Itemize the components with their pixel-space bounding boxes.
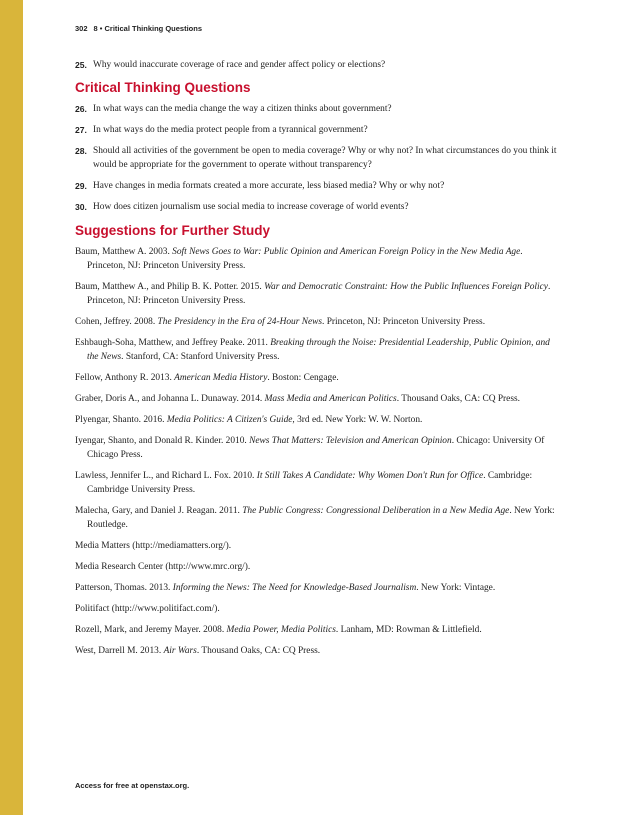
critical-thinking-list bbox=[75, 102, 557, 214]
reference-author-year: Media Matters (http://mediamatters.org/). bbox=[75, 541, 232, 551]
further-study-list bbox=[75, 245, 557, 658]
reference-publisher: . Boston: Cengage. bbox=[267, 373, 339, 383]
reference-author-year: Politifact (http://www.politifact.com/). bbox=[75, 604, 220, 614]
reference-title: War and Democratic Constraint: How the Public Influences Foreign Policy bbox=[264, 282, 548, 292]
further-study-heading: Suggestions for Further Study bbox=[75, 223, 271, 238]
reference-publisher: . Thousand Oaks, CA: CQ Press. bbox=[396, 394, 520, 404]
reference-title: Informing the News: The Need for Knowledge-Based Journalism bbox=[172, 583, 417, 593]
reference-item bbox=[75, 280, 557, 308]
question-text: Have changes in media formats created a more accurate, less biased media? Why or why not? bbox=[93, 181, 445, 191]
reference-author-year: Cohen, Jeffrey. 2008. bbox=[75, 317, 158, 327]
reference-author-year: Patterson, Thomas. 2013. bbox=[75, 583, 173, 593]
reference-publisher: . Chicago: University Of Chicago Press. bbox=[87, 436, 545, 460]
chapter-label: 8 • Critical Thinking Questions bbox=[93, 24, 202, 33]
reference-publisher: . Princeton, NJ: Princeton University Press. bbox=[87, 282, 551, 306]
page-content bbox=[75, 58, 557, 665]
reference-item bbox=[75, 392, 557, 406]
reference-item bbox=[75, 245, 557, 273]
reference-item bbox=[75, 623, 557, 637]
reference-item bbox=[75, 560, 557, 574]
reference-author-year: West, Darrell M. 2013. bbox=[75, 646, 164, 656]
reference-author-year: Fellow, Anthony R. 2013. bbox=[75, 373, 175, 383]
reference-publisher: . Lanham, MD: Rowman & Littlefield. bbox=[335, 625, 482, 635]
question-number: 29. bbox=[75, 181, 87, 191]
reference-publisher: . New York: Routledge. bbox=[87, 506, 555, 530]
reference-publisher: . Cambridge: Cambridge University Press. bbox=[87, 471, 533, 495]
reference-item bbox=[75, 644, 557, 658]
reference-title: Breaking through the Noise: Presidential Leadership, Public Opinion, and the News bbox=[87, 338, 550, 362]
reference-publisher: . New York: Vintage. bbox=[416, 583, 496, 593]
reference-author-year: Rozell, Mark, and Jeremy Mayer. 2008. bbox=[75, 625, 227, 635]
reference-item bbox=[75, 371, 557, 385]
reference-title: The Public Congress: Congressional Deliberation in a New Media Age bbox=[242, 506, 510, 516]
reference-title: Media Power, Media Politics bbox=[226, 625, 336, 635]
question-item bbox=[75, 123, 557, 137]
side-accent-bar bbox=[0, 0, 23, 815]
running-header bbox=[75, 24, 202, 33]
critical-thinking-heading: Critical Thinking Questions bbox=[75, 80, 251, 95]
reference-item bbox=[75, 504, 557, 532]
reference-title: Soft News Goes to War: Public Opinion and American Foreign Policy in the New Media Age bbox=[172, 247, 521, 257]
reference-publisher: . Princeton, NJ: Princeton University Press. bbox=[322, 317, 486, 327]
reference-author-year: Baum, Matthew A., and Philip B. K. Potter. 2015. bbox=[75, 282, 265, 292]
question-text: How does citizen journalism use social media to increase coverage of world events? bbox=[93, 202, 409, 212]
footer-access-note: Access for free at openstax.org. bbox=[75, 781, 190, 790]
reference-title: It Still Takes A Candidate: Why Women Don't Run for Office bbox=[256, 471, 484, 481]
reference-author-year: Plyengar, Shanto. 2016. bbox=[75, 415, 167, 425]
reference-author-year: Baum, Matthew A. 2003. bbox=[75, 247, 173, 257]
page-number: 302 bbox=[75, 24, 88, 33]
question-text: In what ways can the media change the way a citizen thinks about government? bbox=[93, 104, 392, 114]
reference-item bbox=[75, 434, 557, 462]
reference-item bbox=[75, 602, 557, 616]
question-item bbox=[75, 58, 557, 72]
reference-title: American Media History bbox=[174, 373, 268, 383]
question-text: Why would inaccurate coverage of race and gender affect policy or elections? bbox=[93, 60, 386, 70]
question-number: 27. bbox=[75, 125, 87, 135]
review-questions bbox=[75, 58, 557, 72]
reference-author-year: Iyengar, Shanto, and Donald R. Kinder. 2010. bbox=[75, 436, 250, 446]
reference-title: Air Wars bbox=[163, 646, 197, 656]
question-item bbox=[75, 179, 557, 193]
question-text: In what ways do the media protect people from a tyrannical government? bbox=[93, 125, 368, 135]
question-text: Should all activities of the government be open to media coverage? Why or why not? In what circumstances do you think it would be appropriate for the government to operate without transparency? bbox=[93, 146, 557, 170]
reference-item bbox=[75, 315, 557, 329]
reference-item bbox=[75, 336, 557, 364]
question-number: 26. bbox=[75, 104, 87, 114]
question-number: 28. bbox=[75, 146, 87, 156]
reference-publisher: , 3rd ed. New York: W. W. Norton. bbox=[292, 415, 423, 425]
reference-publisher: . Princeton, NJ: Princeton University Press. bbox=[87, 247, 523, 271]
question-item bbox=[75, 144, 557, 172]
question-item bbox=[75, 200, 557, 214]
reference-title: Mass Media and American Politics bbox=[264, 394, 397, 404]
reference-author-year: Eshbaugh-Soha, Matthew, and Jeffrey Peake. 2011. bbox=[75, 338, 271, 348]
question-item bbox=[75, 102, 557, 116]
reference-item bbox=[75, 413, 557, 427]
question-number: 25. bbox=[75, 60, 87, 70]
reference-item bbox=[75, 539, 557, 553]
reference-publisher: . Stanford, CA: Stanford University Press. bbox=[121, 352, 280, 362]
reference-title: News That Matters: Television and American Opinion bbox=[249, 436, 452, 446]
reference-author-year: Lawless, Jennifer L., and Richard L. Fox. 2010. bbox=[75, 471, 257, 481]
reference-title: Media Politics: A Citizen's Guide bbox=[166, 415, 293, 425]
question-number: 30. bbox=[75, 202, 87, 212]
reference-author-year: Malecha, Gary, and Daniel J. Reagan. 2011. bbox=[75, 506, 243, 516]
reference-author-year: Graber, Doris A., and Johanna L. Dunaway. 2014. bbox=[75, 394, 265, 404]
reference-author-year: Media Research Center (http://www.mrc.org/). bbox=[75, 562, 251, 572]
reference-item bbox=[75, 581, 557, 595]
reference-title: The Presidency in the Era of 24-Hour News bbox=[157, 317, 323, 327]
reference-publisher: . Thousand Oaks, CA: CQ Press. bbox=[196, 646, 321, 656]
reference-item bbox=[75, 469, 557, 497]
